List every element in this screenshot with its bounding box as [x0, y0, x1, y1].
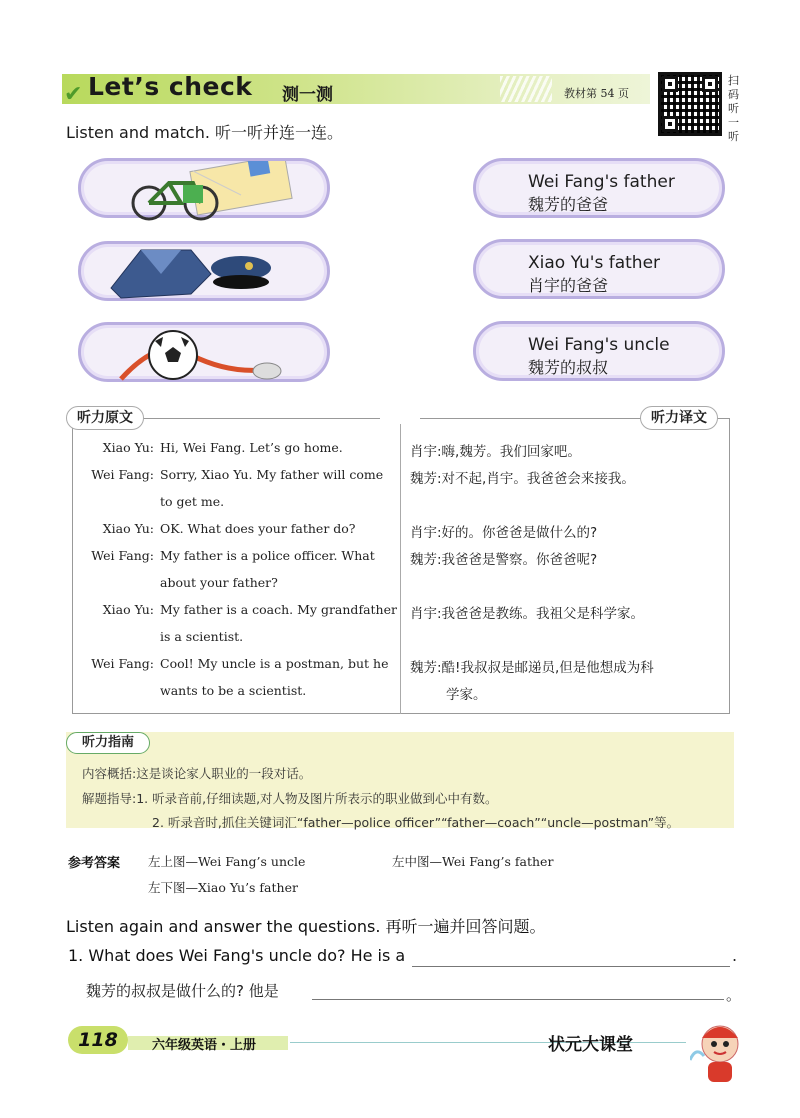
- answer-item: 左上图—Wei Fang’s uncle: [148, 854, 306, 869]
- exercise-instruction: Listen and match. 听一听并连一连。: [66, 123, 344, 142]
- transcript-translation-tab: 听力译文: [640, 406, 718, 430]
- speaker-label: Xiao Yu:: [102, 521, 154, 536]
- picture-pill-top[interactable]: [78, 158, 330, 218]
- guide-tip-2: 2. 听录音时,抓住关键词汇“father—police officer”“father—coach”“uncle—postman”等。: [152, 815, 680, 830]
- dialogue-text: OK. What does your father do?: [160, 521, 356, 536]
- brand-name: 状元大课堂: [548, 1035, 633, 1055]
- bicycle-letter-picture: [81, 161, 333, 221]
- speaker-label: Xiao Yu:: [102, 440, 154, 455]
- question-1-end-mark: .: [732, 946, 738, 965]
- dialogue-translation: 肖宇:我爸爸是教练。我祖父是科学家。: [410, 606, 645, 622]
- answer-item: 左下图—Xiao Yu’s father: [148, 880, 298, 895]
- option-chinese: 肖宇的爸爸: [528, 276, 609, 295]
- dialogue-translation: 魏芳:对不起,肖宇。我爸爸会来接我。: [410, 471, 635, 487]
- guide-tip-1: 解题指导:1. 听录音前,仔细读题,对人物及图片所表示的职业做到心中有数。: [82, 791, 498, 806]
- speaker-label: Wei Fang:: [91, 656, 154, 671]
- option-pill-1[interactable]: [473, 158, 725, 218]
- football-whistle-picture: [81, 325, 333, 385]
- listening-guide-tag: 听力指南: [66, 732, 150, 754]
- option-english: Wei Fang's father: [528, 172, 675, 192]
- dialogue-text: Cool! My uncle is a postman, but he: [160, 656, 389, 671]
- speaker-label: Wei Fang:: [91, 548, 154, 563]
- option-chinese: 魏芳的叔叔: [528, 358, 609, 377]
- question-1-chinese: 魏芳的叔叔是做什么的? 他是: [86, 982, 279, 1000]
- dialogue-translation: 肖宇:好的。你爸爸是做什么的?: [410, 525, 598, 541]
- dialogue-text: Hi, Wei Fang. Let’s go home.: [160, 440, 343, 455]
- picture-pill-bottom[interactable]: [78, 322, 330, 382]
- transcript-original-tab: 听力原文: [66, 406, 144, 430]
- dialogue-text: Sorry, Xiao Yu. My father will come: [160, 467, 384, 482]
- dialogue-translation: 学家。: [446, 687, 487, 703]
- mascot-icon: [690, 1016, 750, 1086]
- check-mark-icon: ✔: [64, 82, 83, 107]
- option-english: Wei Fang's uncle: [528, 335, 670, 355]
- speaker-label: Wei Fang:: [91, 467, 154, 482]
- banner-hatch-decoration: [500, 76, 552, 102]
- picture-pill-middle[interactable]: [78, 241, 330, 301]
- question-1-english: 1. What does Wei Fang's uncle do? He is a: [68, 946, 406, 965]
- dialogue-translation: 魏芳:酷!我叔叔是邮递员,但是他想成为科: [410, 660, 654, 676]
- dialogue-text: about your father?: [160, 575, 278, 590]
- section-title: Let’s check: [88, 72, 253, 101]
- option-english: Xiao Yu's father: [528, 253, 661, 273]
- dialogue-translation: 魏芳:我爸爸是警察。你爸爸呢?: [410, 552, 598, 568]
- answer-blank-chinese[interactable]: [312, 999, 724, 1000]
- speaker-label: Xiao Yu:: [102, 602, 154, 617]
- section-title-chinese: 测一测: [282, 85, 333, 105]
- question-1-chinese-end-mark: 。: [726, 986, 742, 1004]
- transcript-divider: [400, 424, 401, 714]
- dialogue-text: My father is a coach. My grandfather: [160, 602, 397, 617]
- dialogue-translation: 肖宇:嗨,魏芳。我们回家吧。: [410, 444, 581, 460]
- answer-item: 左中图—Wei Fang’s father: [392, 854, 554, 869]
- qr-code-icon[interactable]: [658, 72, 722, 136]
- option-chinese: 魏芳的爸爸: [528, 195, 609, 214]
- uniform-cap-picture: [81, 244, 333, 304]
- reference-answer-label: 参考答案: [68, 856, 121, 871]
- textbook-page-reference: 教材第 54 页: [564, 87, 629, 100]
- option-pill-2[interactable]: [473, 239, 725, 299]
- dialogue-text: is a scientist.: [160, 629, 244, 644]
- page-number: 118: [68, 1026, 128, 1054]
- dialogue-text: to get me.: [160, 494, 225, 509]
- question-instruction: Listen again and answer the questions. 再听一遍并回答问题。: [66, 917, 546, 936]
- book-title: 六年级英语・上册: [152, 1038, 257, 1053]
- answer-blank-english[interactable]: [412, 966, 730, 967]
- guide-summary: 内容概括:这是谈论家人职业的一段对话。: [82, 766, 312, 781]
- dialogue-text: My father is a police officer. What: [160, 548, 375, 563]
- option-pill-3[interactable]: [473, 321, 725, 381]
- dialogue-text: wants to be a scientist.: [160, 683, 307, 698]
- qr-scan-label: 扫 码 听 一 听: [728, 74, 739, 143]
